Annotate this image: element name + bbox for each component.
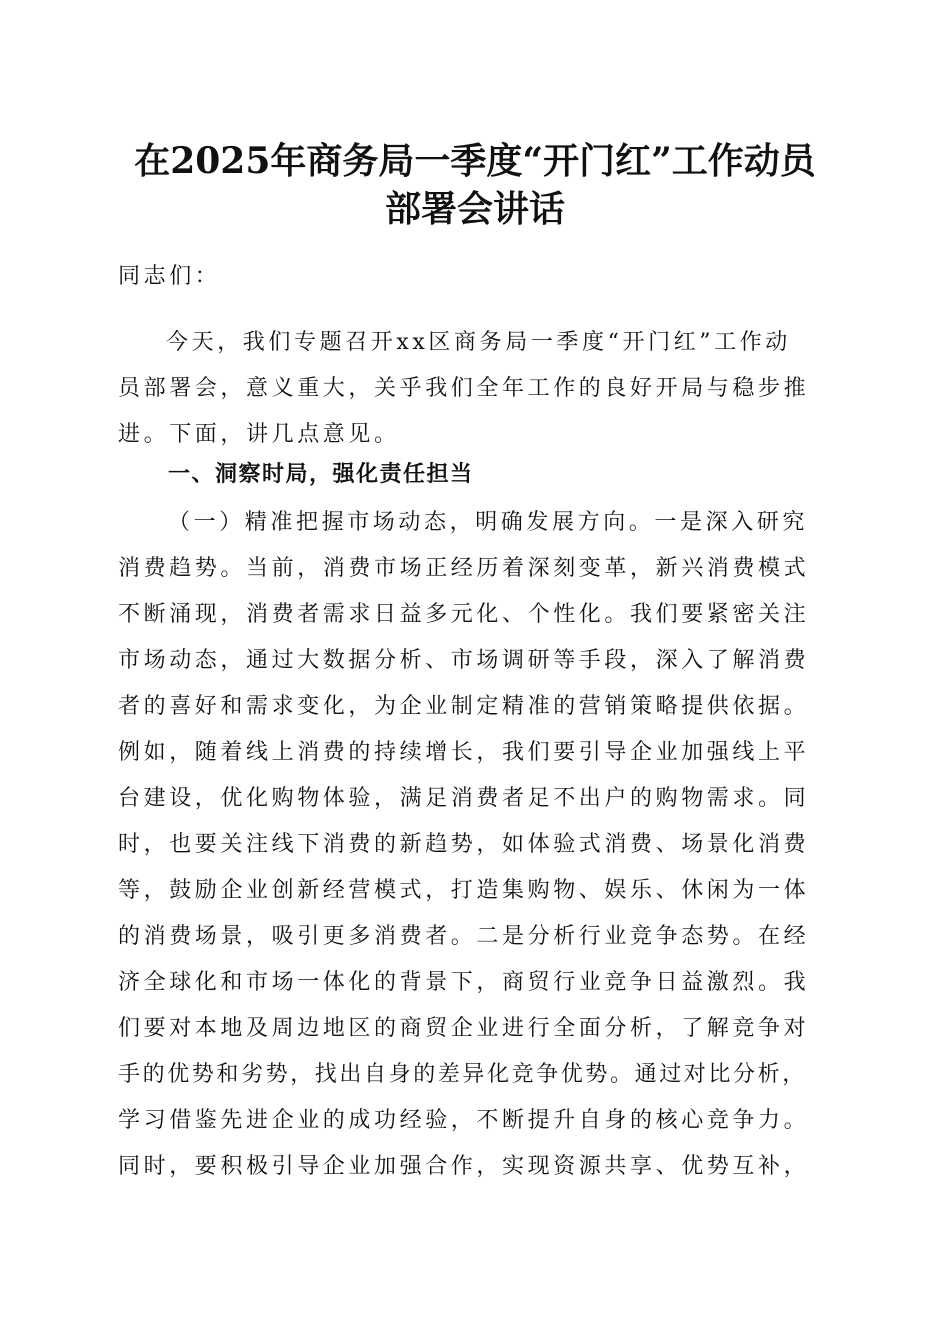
paragraph-2-line: 济全球化和市场一体化的背景下，商贸行业竞争日益激烈。我 [118, 970, 810, 995]
paragraph-1-line: 进。下面，讲几点意见。 [118, 422, 400, 447]
paragraph-2-line: 消费趋势。当前，消费市场正经历着深刻变革，新兴消费模式 [118, 556, 810, 581]
paragraph-2-line: 同时，要积极引导企业加强合作，实现资源共享、优势互补， [118, 1154, 810, 1179]
paragraph-2-line: 等，鼓励企业创新经营模式，打造集购物、娱乐、休闲为一体 [118, 878, 810, 903]
paragraph-1-line: 今天，我们专题召开xx区商务局一季度“开门红”工作动 [166, 330, 791, 355]
salutation: 同志们： [118, 264, 221, 289]
paragraph-2-line: 时，也要关注线下消费的新趋势，如体验式消费、场景化消费 [118, 832, 810, 857]
paragraph-2-line: 们要对本地及周边地区的商贸企业进行全面分析，了解竞争对 [118, 1016, 810, 1041]
paragraph-2-line: 者的喜好和需求变化，为企业制定精准的营销策略提供依据。 [118, 694, 810, 719]
paragraph-1-line: 员部署会，意义重大，关乎我们全年工作的良好开局与稳步推 [118, 376, 810, 401]
paragraph-2-line: 的消费场景，吸引更多消费者。二是分析行业竞争态势。在经 [118, 924, 810, 949]
document-title-line-2: 部署会讲话 [384, 188, 565, 230]
paragraph-2-line: 例如，随着线上消费的持续增长，我们要引导企业加强线上平 [118, 740, 810, 765]
paragraph-2-line: 学习借鉴先进企业的成功经验，不断提升自身的核心竞争力。 [118, 1108, 810, 1133]
section-heading-1: 一、洞察时局，强化责任担当 [168, 462, 474, 487]
paragraph-2-line: 不断涌现，消费者需求日益多元化、个性化。我们要紧密关注 [118, 602, 810, 627]
paragraph-2-line: 手的优势和劣势，找出自身的差异化竞争优势。通过对比分析， [118, 1062, 807, 1087]
paragraph-2-line: （一）精准把握市场动态，明确发展方向。一是深入研究 [168, 510, 809, 535]
paragraph-2-line: 市场动态，通过大数据分析、市场调研等手段，深入了解消费 [118, 648, 810, 673]
document-title-line-1: 在2025年商务局一季度“开门红”工作动员 [134, 140, 816, 182]
paragraph-2-line: 台建设，优化购物体验，满足消费者足不出户的购物需求。同 [118, 786, 810, 811]
